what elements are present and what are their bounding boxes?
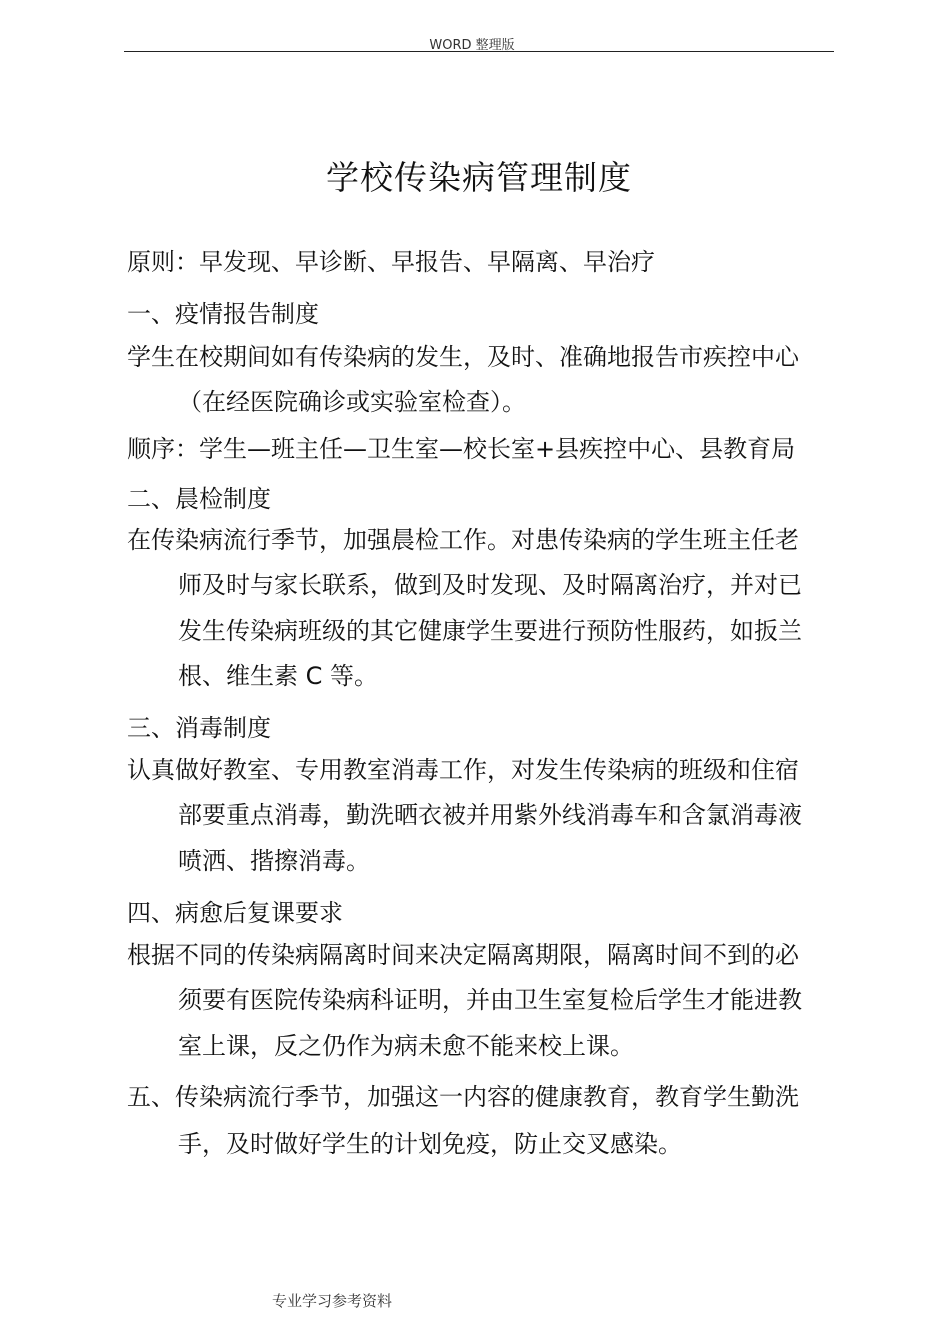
paragraph-line: （在经医院确诊或实验室检查）。 — [178, 388, 526, 416]
header-rule — [124, 51, 834, 52]
paragraph-line: 师及时与家长联系，做到及时发现、及时隔离治疗，并对已 — [178, 571, 802, 599]
section-heading: 一、疫情报告制度 — [127, 300, 319, 328]
paragraph-line: 手，及时做好学生的计划免疫，防止交叉感染。 — [178, 1130, 682, 1158]
paragraph-line: 五、传染病流行季节，加强这一内容的健康教育，教育学生勤洗 — [127, 1083, 799, 1111]
paragraph-line: 在传染病流行季节，加强晨检工作。对患传染病的学生班主任老 — [127, 526, 799, 554]
header-label: WORD 整理版 — [429, 38, 515, 53]
principle-line: 原则：早发现、早诊断、早报告、早隔离、早治疗 — [127, 248, 655, 276]
paragraph-line: 室上课，反之仍作为病未愈不能来校上课。 — [178, 1032, 634, 1060]
paragraph-line: 部要重点消毒，勤洗晒衣被并用紫外线消毒车和含氯消毒液 — [178, 801, 802, 829]
paragraph-line: 认真做好教室、专用教室消毒工作，对发生传染病的班级和住宿 — [127, 756, 799, 784]
paragraph-line: 喷洒、揩擦消毒。 — [178, 847, 370, 875]
section-heading: 三、消毒制度 — [127, 714, 271, 742]
paragraph-line: 学生在校期间如有传染病的发生，及时、准确地报告市疾控中心 — [127, 343, 799, 371]
page-footer: 专业学习参考资料 — [272, 1292, 393, 1310]
section-heading: 二、晨检制度 — [127, 485, 271, 513]
document-title: 学校传染病管理制度 — [326, 158, 632, 197]
paragraph-line: 顺序：学生—班主任—卫生室—校长室+县疾控中心、县教育局 — [127, 435, 796, 463]
paragraph-line: 发生传染病班级的其它健康学生要进行预防性服药，如扳兰 — [178, 617, 802, 645]
paragraph-line: 根据不同的传染病隔离时间来决定隔离期限，隔离时间不到的必 — [127, 941, 799, 969]
section-heading: 四、病愈后复课要求 — [127, 899, 343, 927]
paragraph-line: 根、维生素 C 等。 — [178, 662, 379, 690]
paragraph-line: 须要有医院传染病科证明，并由卫生室复检后学生才能进教 — [178, 986, 802, 1014]
